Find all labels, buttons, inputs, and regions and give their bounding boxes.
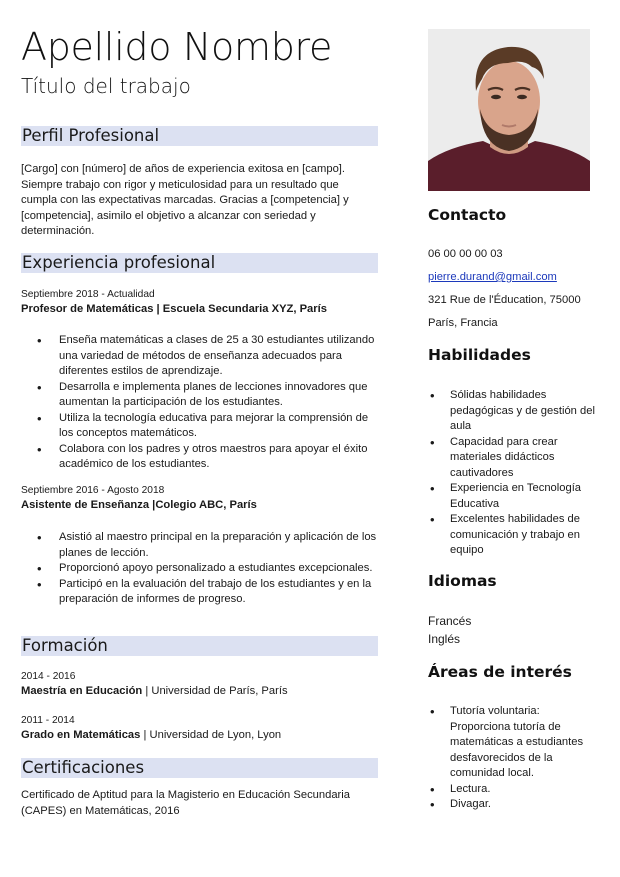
degree: Grado en Matemáticas bbox=[21, 729, 141, 741]
language-item: Inglés bbox=[428, 632, 461, 646]
education-dates: 2014 - 2016 bbox=[21, 671, 76, 682]
contact-heading: Contacto bbox=[428, 206, 507, 224]
degree: Maestría en Educación bbox=[21, 685, 143, 697]
list-item: • Participó en la evaluación del trabajo de los estudiantes y en la preparación de informes de progreso. bbox=[21, 577, 378, 608]
list-item: • Experiencia en Tecnología Educativa bbox=[428, 481, 598, 512]
job-dates: Septiembre 2016 - Agosto 2018 bbox=[21, 485, 165, 496]
skills-list bbox=[428, 388, 598, 559]
section-heading-certifications bbox=[21, 758, 378, 778]
school: | Universidad de París, París bbox=[142, 685, 288, 697]
section-heading-label: Perfil Profesional bbox=[22, 126, 160, 145]
skills-heading: Habilidades bbox=[428, 346, 531, 364]
list-item: • Sólidas habilidades pedagógicas y de gestión del aula bbox=[428, 388, 598, 435]
email-link[interactable]: pierre.durand@gmail.com bbox=[428, 271, 557, 283]
profile-text: [Cargo] con [número] de años de experiencia exitosa en [campo]. Siempre trabajo con rigor y meticulosidad para un resultado que cumpla con las expectativas marcadas. Gracias a [competencia] y [competencia], asimilo el objetivo a alcanzar con seriedad y determinación. bbox=[21, 163, 349, 237]
profile-photo bbox=[428, 29, 590, 191]
section-heading-label: Certificaciones bbox=[22, 758, 145, 777]
list-item: • Utiliza la tecnología educativa para mejorar la comprensión de los conceptos matemáticos. bbox=[21, 411, 378, 442]
education-dates: 2011 - 2014 bbox=[21, 715, 75, 726]
section-heading-label: Experiencia profesional bbox=[22, 253, 216, 272]
job-title-line: Profesor de Matemáticas | Escuela Secundaria XYZ, París bbox=[21, 303, 327, 315]
address-line-1: 321 Rue de l'Éducation, 75000 bbox=[428, 294, 581, 306]
education-entry bbox=[21, 728, 281, 744]
address-line-2: París, Francia bbox=[428, 317, 498, 329]
list-item: • Lectura. bbox=[428, 782, 598, 798]
list-item: • Asistió al maestro principal en la preparación y aplicación de los planes de lección. bbox=[21, 530, 378, 561]
list-item: • Excelentes habilidades de comunicación y trabajo en equipo bbox=[428, 512, 598, 559]
phone-number: 06 00 00 00 03 bbox=[428, 248, 503, 260]
interests-list bbox=[428, 704, 598, 813]
interests-heading: Áreas de interés bbox=[428, 663, 572, 681]
job-bullets bbox=[21, 333, 378, 473]
section-heading-profile bbox=[21, 126, 378, 146]
candidate-name: Apellido Nombre bbox=[21, 25, 333, 69]
list-item: • Colabora con los padres y otros maestros para apoyar el éxito académico de los estudiantes. bbox=[21, 442, 378, 473]
list-item: • Divagar. bbox=[428, 797, 598, 813]
job-bullets bbox=[21, 530, 378, 608]
list-item: • Tutoría voluntaria: Proporciona tutoría de matemáticas a estudiantes desfavorecidos de la comunidad local. bbox=[428, 704, 598, 782]
languages-heading: Idiomas bbox=[428, 572, 497, 590]
section-heading-experience bbox=[21, 253, 378, 273]
school: | Universidad de Lyon, Lyon bbox=[140, 729, 282, 741]
certification-text: Certificado de Aptitud para la Magisterio en Educación Secundaria (CAPES) en Matemáticas, 2016 bbox=[21, 789, 350, 817]
job-title-line: Asistente de Enseñanza |Colegio ABC, París bbox=[21, 499, 257, 511]
job-dates: Septiembre 2018 - Actualidad bbox=[21, 289, 155, 300]
list-item: • Enseña matemáticas a clases de 25 a 30 estudiantes utilizando una variedad de métodos de enseñanza adecuados para diferentes estilos de aprendizaje. bbox=[21, 333, 378, 380]
section-heading-label: Formación bbox=[22, 636, 108, 655]
list-item: • Capacidad para crear materiales didácticos cautivadores bbox=[428, 435, 598, 482]
education-entry bbox=[21, 684, 288, 700]
language-item: Francés bbox=[428, 614, 472, 628]
list-item: • Proporcionó apoyo personalizado a estudiantes excepcionales. bbox=[21, 561, 378, 577]
job-title: Título del trabajo bbox=[21, 74, 191, 98]
person-portrait-icon bbox=[428, 29, 590, 191]
section-heading-education bbox=[21, 636, 378, 656]
list-item: • Desarrolla e implementa planes de lecciones innovadores que aumentan la participación de los estudiantes. bbox=[21, 380, 378, 411]
